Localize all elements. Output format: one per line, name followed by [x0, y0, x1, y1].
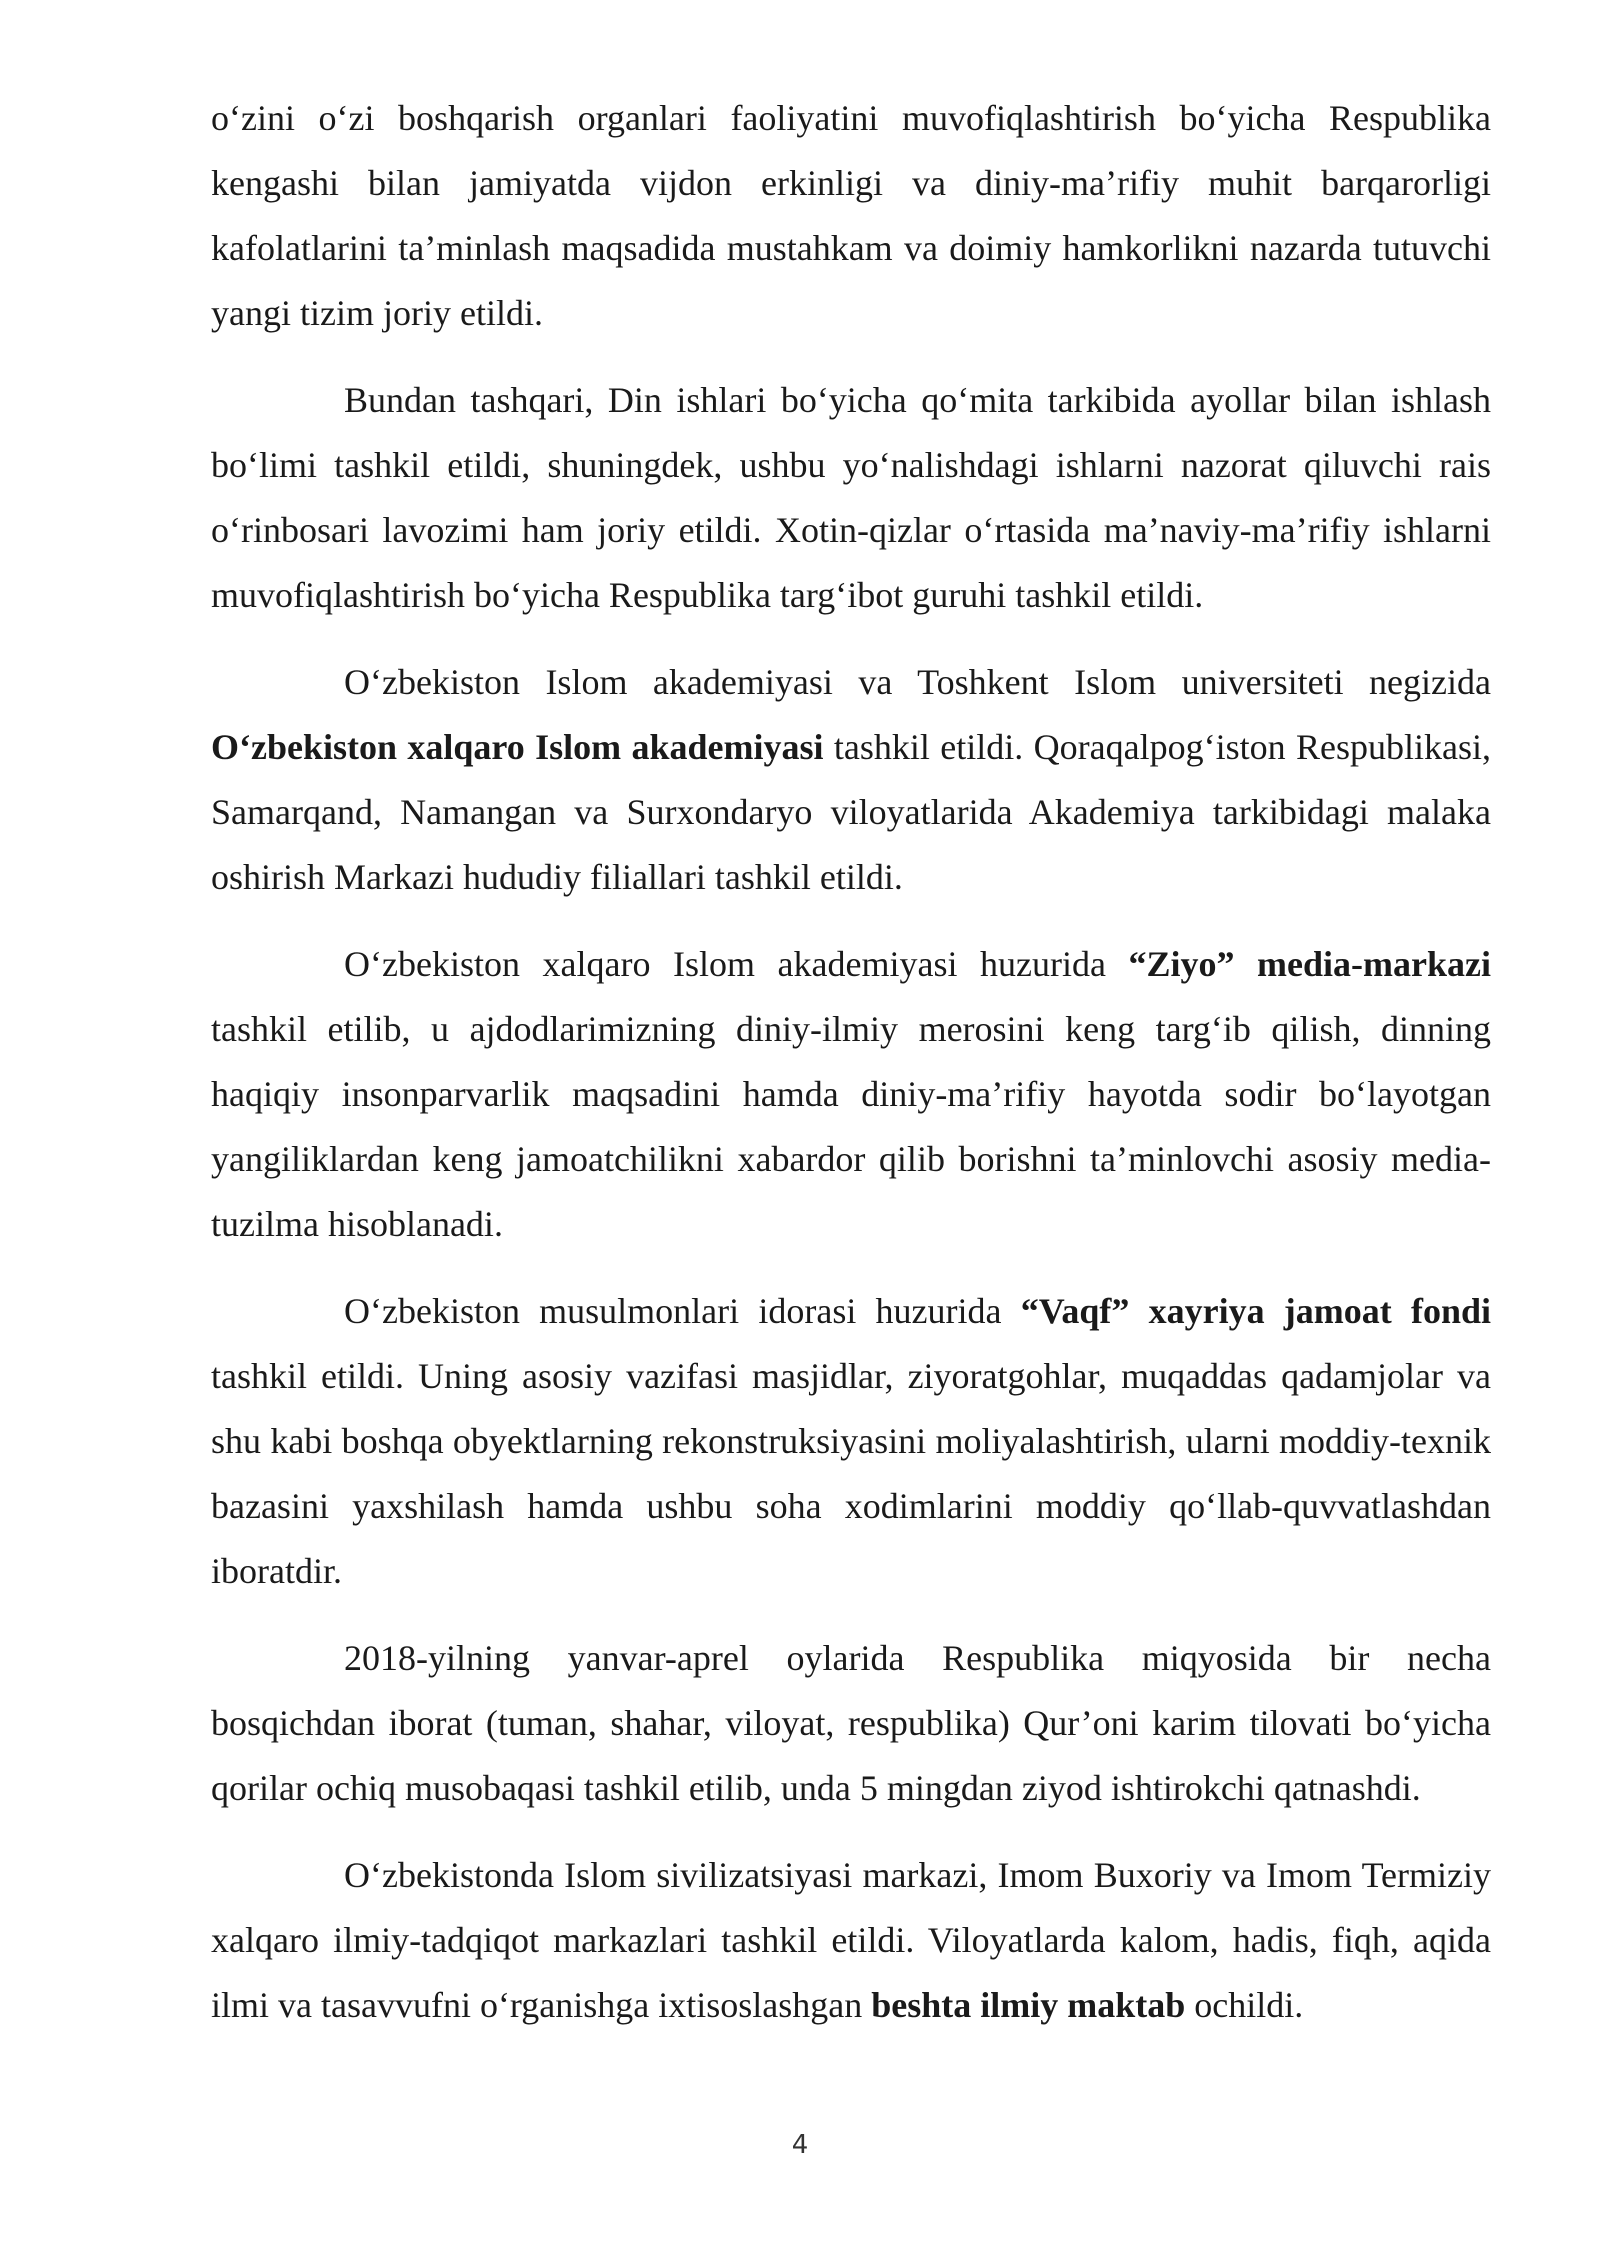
paragraph-7-text-a: O‘zbekistonda Islom sivilizatsiyasi markazi, Imom Buxoriy va Imom Termiziy xalqaro ilmiy-tadqiqot markazlari tashkil etildi. Viloyatlarda kalom, hadis, fiqh, aqida ilmi va tasavvufni o‘rganishga ixtisoslashgan	[211, 1855, 1491, 2025]
paragraph-5	[211, 1279, 1491, 1604]
paragraph-1	[211, 86, 1491, 346]
paragraph-2-text: Bundan tashqari, Din ishlari bo‘yicha qo‘mita tarkibida ayollar bilan ishlash bo‘limi tashkil etildi, shuningdek, ushbu yo‘nalishdagi ishlarni nazorat qiluvchi rais o‘rinbosari lavozimi ham joriy etildi. Xotin-qizlar o‘rtasida ma’naviy-ma’rifiy ishlarni muvofiqlashtirish bo‘yicha Respublika targ‘ibot guruhi tashkil etildi.	[211, 380, 1491, 615]
paragraph-3-text-b: tashkil etildi. Qoraqalpog‘iston Respublikasi, Samarqand, Namangan va Surxondaryo viloyatlarida Akademiya tarkibidagi malaka oshirish Markazi hududiy filiallari tashkil etildi.	[211, 727, 1491, 897]
paragraph-7-bold-term: beshta ilmiy maktab	[871, 1985, 1186, 2025]
paragraph-2	[211, 368, 1491, 628]
paragraph-5-text-b: tashkil etildi. Uning asosiy vazifasi masjidlar, ziyoratgohlar, muqaddas qadamjolar va shu kabi boshqa obyektlarning rekonstruksiyasini moliyalashtirish, ularni moddiy-texnik bazasini yaxshilash hamda ushbu soha xodimlarini moddiy qo‘llab-quvvatlashdan iboratdir.	[211, 1356, 1491, 1591]
paragraph-5-text-a: O‘zbekiston musulmonlari idorasi huzurida	[344, 1291, 1021, 1331]
paragraph-6	[211, 1626, 1491, 1821]
paragraph-6-text: 2018-yilning yanvar-aprel oylarida Respublika miqyosida bir necha bosqichdan iborat (tuman, shahar, viloyat, respublika) Qur’oni karim tilovati bo‘yicha qorilar ochiq musobaqasi tashkil etilib, unda 5 mingdan ziyod ishtirokchi qatnashdi.	[211, 1638, 1491, 1808]
paragraph-3	[211, 650, 1491, 910]
paragraph-3-bold-term: O‘zbekiston xalqaro Islom akademiyasi	[211, 727, 824, 767]
paragraph-1-text: o‘zini o‘zi boshqarish organlari faoliyatini muvofiqlashtirish bo‘yicha Respublika kengashi bilan jamiyatda vijdon erkinligi va diniy-ma’rifiy muhit barqarorligi kafolatlarini ta’minlash maqsadida mustahkam va doimiy hamkorlikni nazarda tutuvchi yangi tizim joriy etildi.	[211, 98, 1491, 333]
page-number: 4	[791, 2130, 809, 2160]
paragraph-4	[211, 932, 1491, 1257]
paragraph-3-text-a: O‘zbekiston Islom akademiyasi va Toshkent Islom universiteti negizida	[344, 662, 1491, 702]
document-body	[211, 86, 1491, 2060]
paragraph-7	[211, 1843, 1491, 2038]
paragraph-4-text-a: O‘zbekiston xalqaro Islom akademiyasi huzurida	[344, 944, 1129, 984]
paragraph-5-bold-term: “Vaqf” xayriya jamoat fondi	[1020, 1291, 1492, 1331]
paragraph-4-text-b: tashkil etilib, u ajdodlarimizning diniy-ilmiy merosini keng targ‘ib qilish, dinning haqiqiy insonparvarlik maqsadini hamda diniy-ma’rifiy hayotda sodir bo‘layotgan yangiliklardan keng jamoatchilikni xabardor qilib borishni ta’minlovchi asosiy media-tuzilma hisoblanadi.	[211, 1009, 1491, 1244]
paragraph-4-bold-term: “Ziyo” media-markazi	[1128, 944, 1491, 984]
paragraph-7-text-b: ochildi.	[1185, 1985, 1304, 2025]
